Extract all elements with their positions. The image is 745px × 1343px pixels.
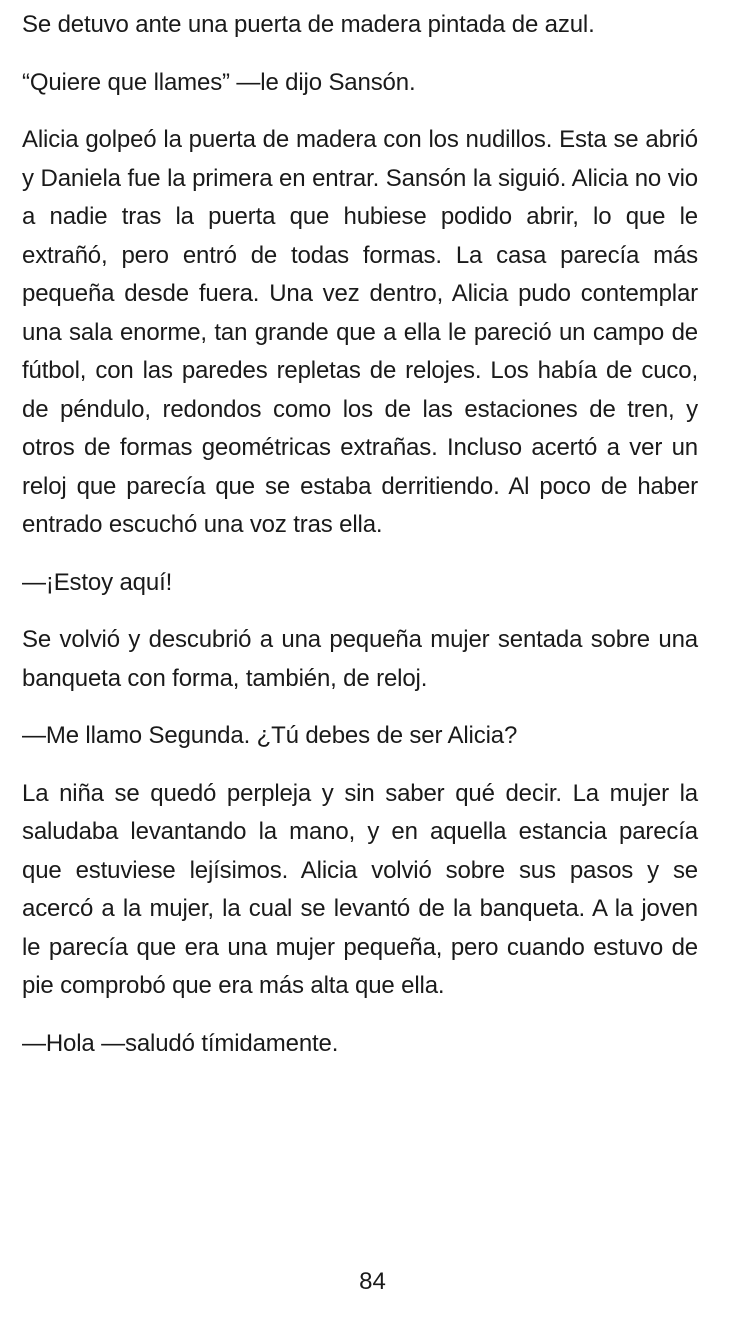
paragraph: Se volvió y descubrió a una pequeña mujer sentada sobre una banqueta con forma, también, de reloj. bbox=[22, 626, 698, 692]
paragraph: —Me llamo Segunda. ¿Tú debes de ser Alicia? bbox=[22, 722, 518, 749]
paragraph: —Hola —saludó tímidamente. bbox=[22, 1029, 339, 1057]
page-number: 84 bbox=[359, 1268, 386, 1295]
paragraph: Alicia golpeó la puerta de madera con los nudillos. Esta se abrió y Daniela fue la primera en entrar. Sansón la siguió. Alicia no vio a nadie tras la puerta que hubiese podido abrir, lo que le extrañó, pero entró de todas formas. La casa parecía más pequeña desde fuera. Una vez dentro, Alicia pudo contemplar una sala enorme, tan grande que a ella le pareció un campo de fútbol, con las paredes repletas de relojes. Los había de cuco, de péndulo, redondos como los de las estaciones de tren, y otros de formas geométricas extrañas. Incluso acertó a ver un reloj que parecía que se estaba derritiendo. Al poco de haber entrado escuchó una voz tras ella. bbox=[22, 126, 698, 538]
body-text bbox=[22, 6, 698, 1082]
paragraph: Se detuvo ante una puerta de madera pintada de azul. bbox=[22, 11, 595, 38]
paragraph: “Quiere que llames” —le dijo Sansón. bbox=[22, 68, 416, 96]
paragraph: La niña se quedó perpleja y sin saber qué decir. La mujer la saludaba levantando la mano, y en aquella estancia parecía que estuviese lejísimos. Alicia volvió sobre sus pasos y se acercó a la mujer, la cual se levantó de la banqueta. A la joven le parecía que era una mujer pequeña, pero cuando estuvo de pie comprobó que era más alta que ella. bbox=[22, 779, 698, 999]
paragraph: —¡Estoy aquí! bbox=[22, 568, 173, 596]
